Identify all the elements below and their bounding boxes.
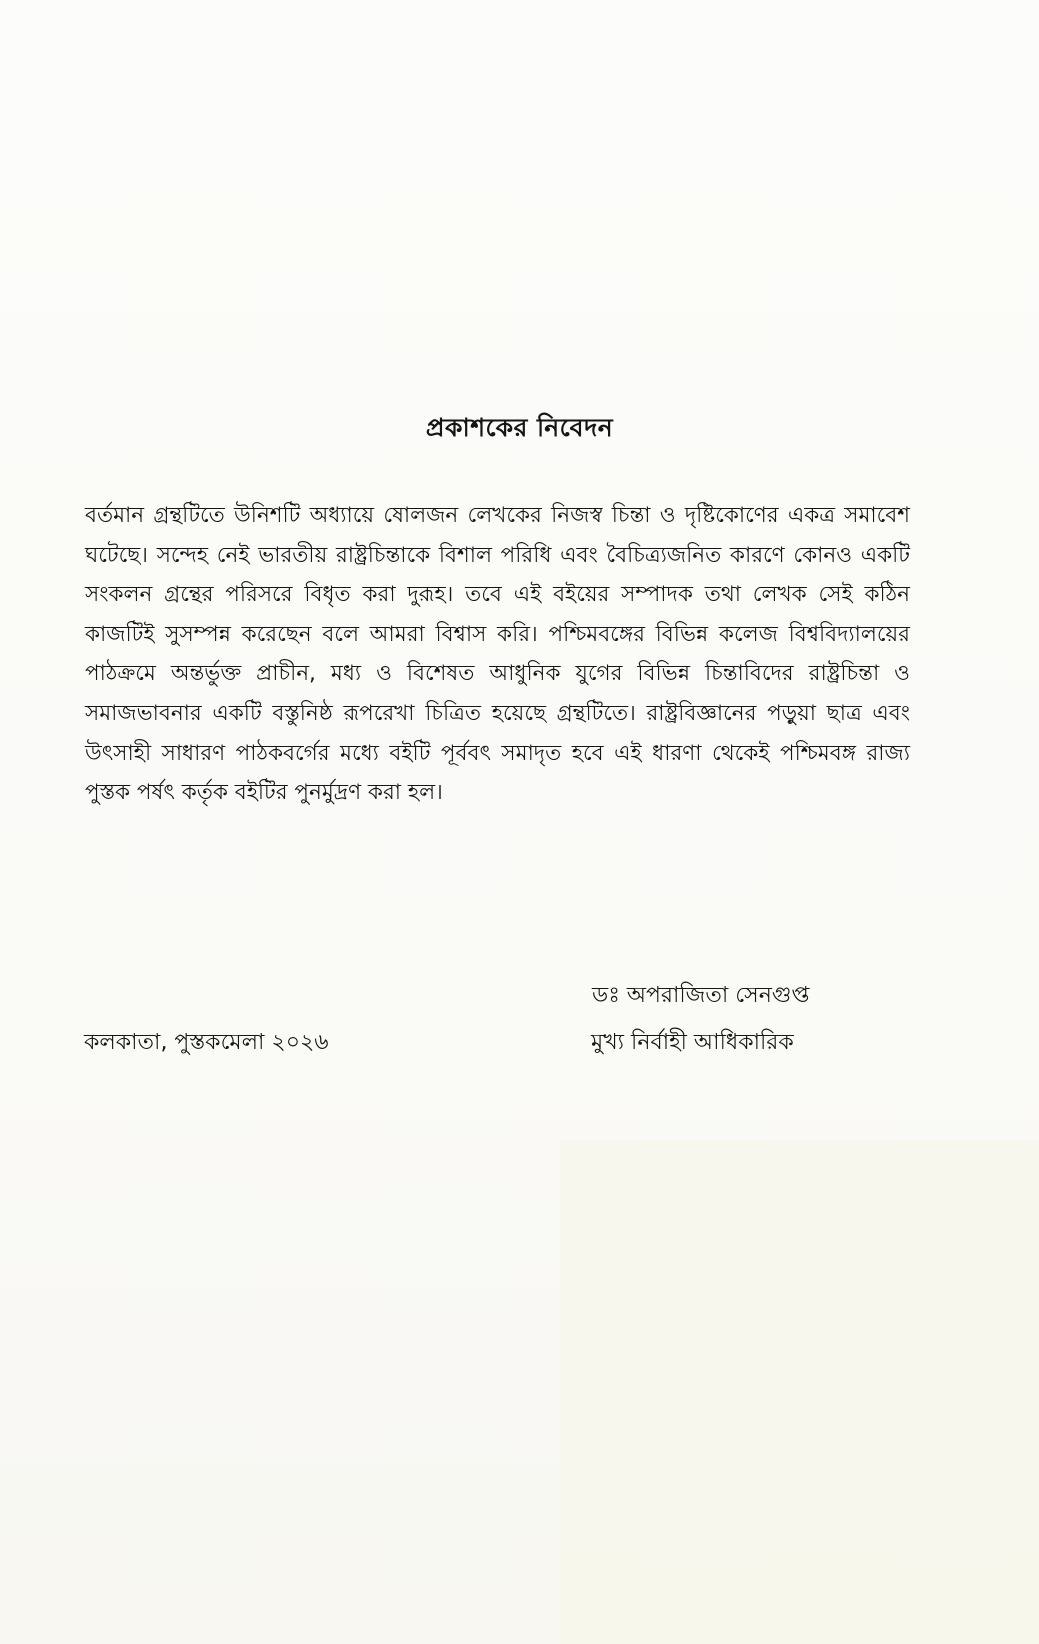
signer-title: মুখ্য নির্বাহী আধিকারিক: [591, 1030, 794, 1055]
place-date: কলকাতা, পুস্তকমেলা ২০২৬: [84, 1030, 329, 1055]
preface-body: বর্তমান গ্রন্থটিতে উনিশটি অধ্যায়ে ষোলজন লেখকের নিজস্ব চিন্তা ও দৃষ্টিকোণের একত্র সমাবেশ ঘটেছে। সন্দেহ নেই ভারতীয় রাষ্ট্রচিন্তাকে বিশাল পরিধি এবং বৈচিত্র্যজনিত কারণে কোনও একটি সংকলন গ্রন্থের পরিসরে বিধৃত করা দুরূহ। তবে এই বইয়ের সম্পাদক তথা লেখক সেই কঠিন কাজটিই সুসম্পন্ন করেছেন বলে আমরা বিশ্বাস করি। পশ্চিমবঙ্গের বিভিন্ন কলেজ বিশ্ববিদ্যালয়ের পাঠক্রমে অন্তর্ভুক্ত প্রাচীন, মধ্য ও বিশেষত আধুনিক যুগের বিভিন্ন চিন্তাবিদের রাষ্ট্রচিন্তা ও সমাজভাবনার একটি বস্তুনিষ্ঠ রূপরেখা চিত্রিত হয়েছে গ্রন্থটিতে। রাষ্ট্রবিজ্ঞানের পড়ুয়া ছাত্র এবং উৎসাহী সাধারণ পাঠকবর্গের মধ্যে বইটি পূর্ববৎ সমাদৃত হবে এই ধারণা থেকেই পশ্চিমবঙ্গ রাজ্য পুস্তক পর্ষৎ কর্তৃক বইটির পুনর্মুদ্রণ করা হল।: [85, 503, 910, 806]
paper-tint: [560, 1140, 1039, 1644]
signer-name: ডঃ অপরাজিতা সেনগুপ্ত: [592, 983, 810, 1008]
page-title: প্রকাশকের নিবেদন: [425, 413, 614, 442]
